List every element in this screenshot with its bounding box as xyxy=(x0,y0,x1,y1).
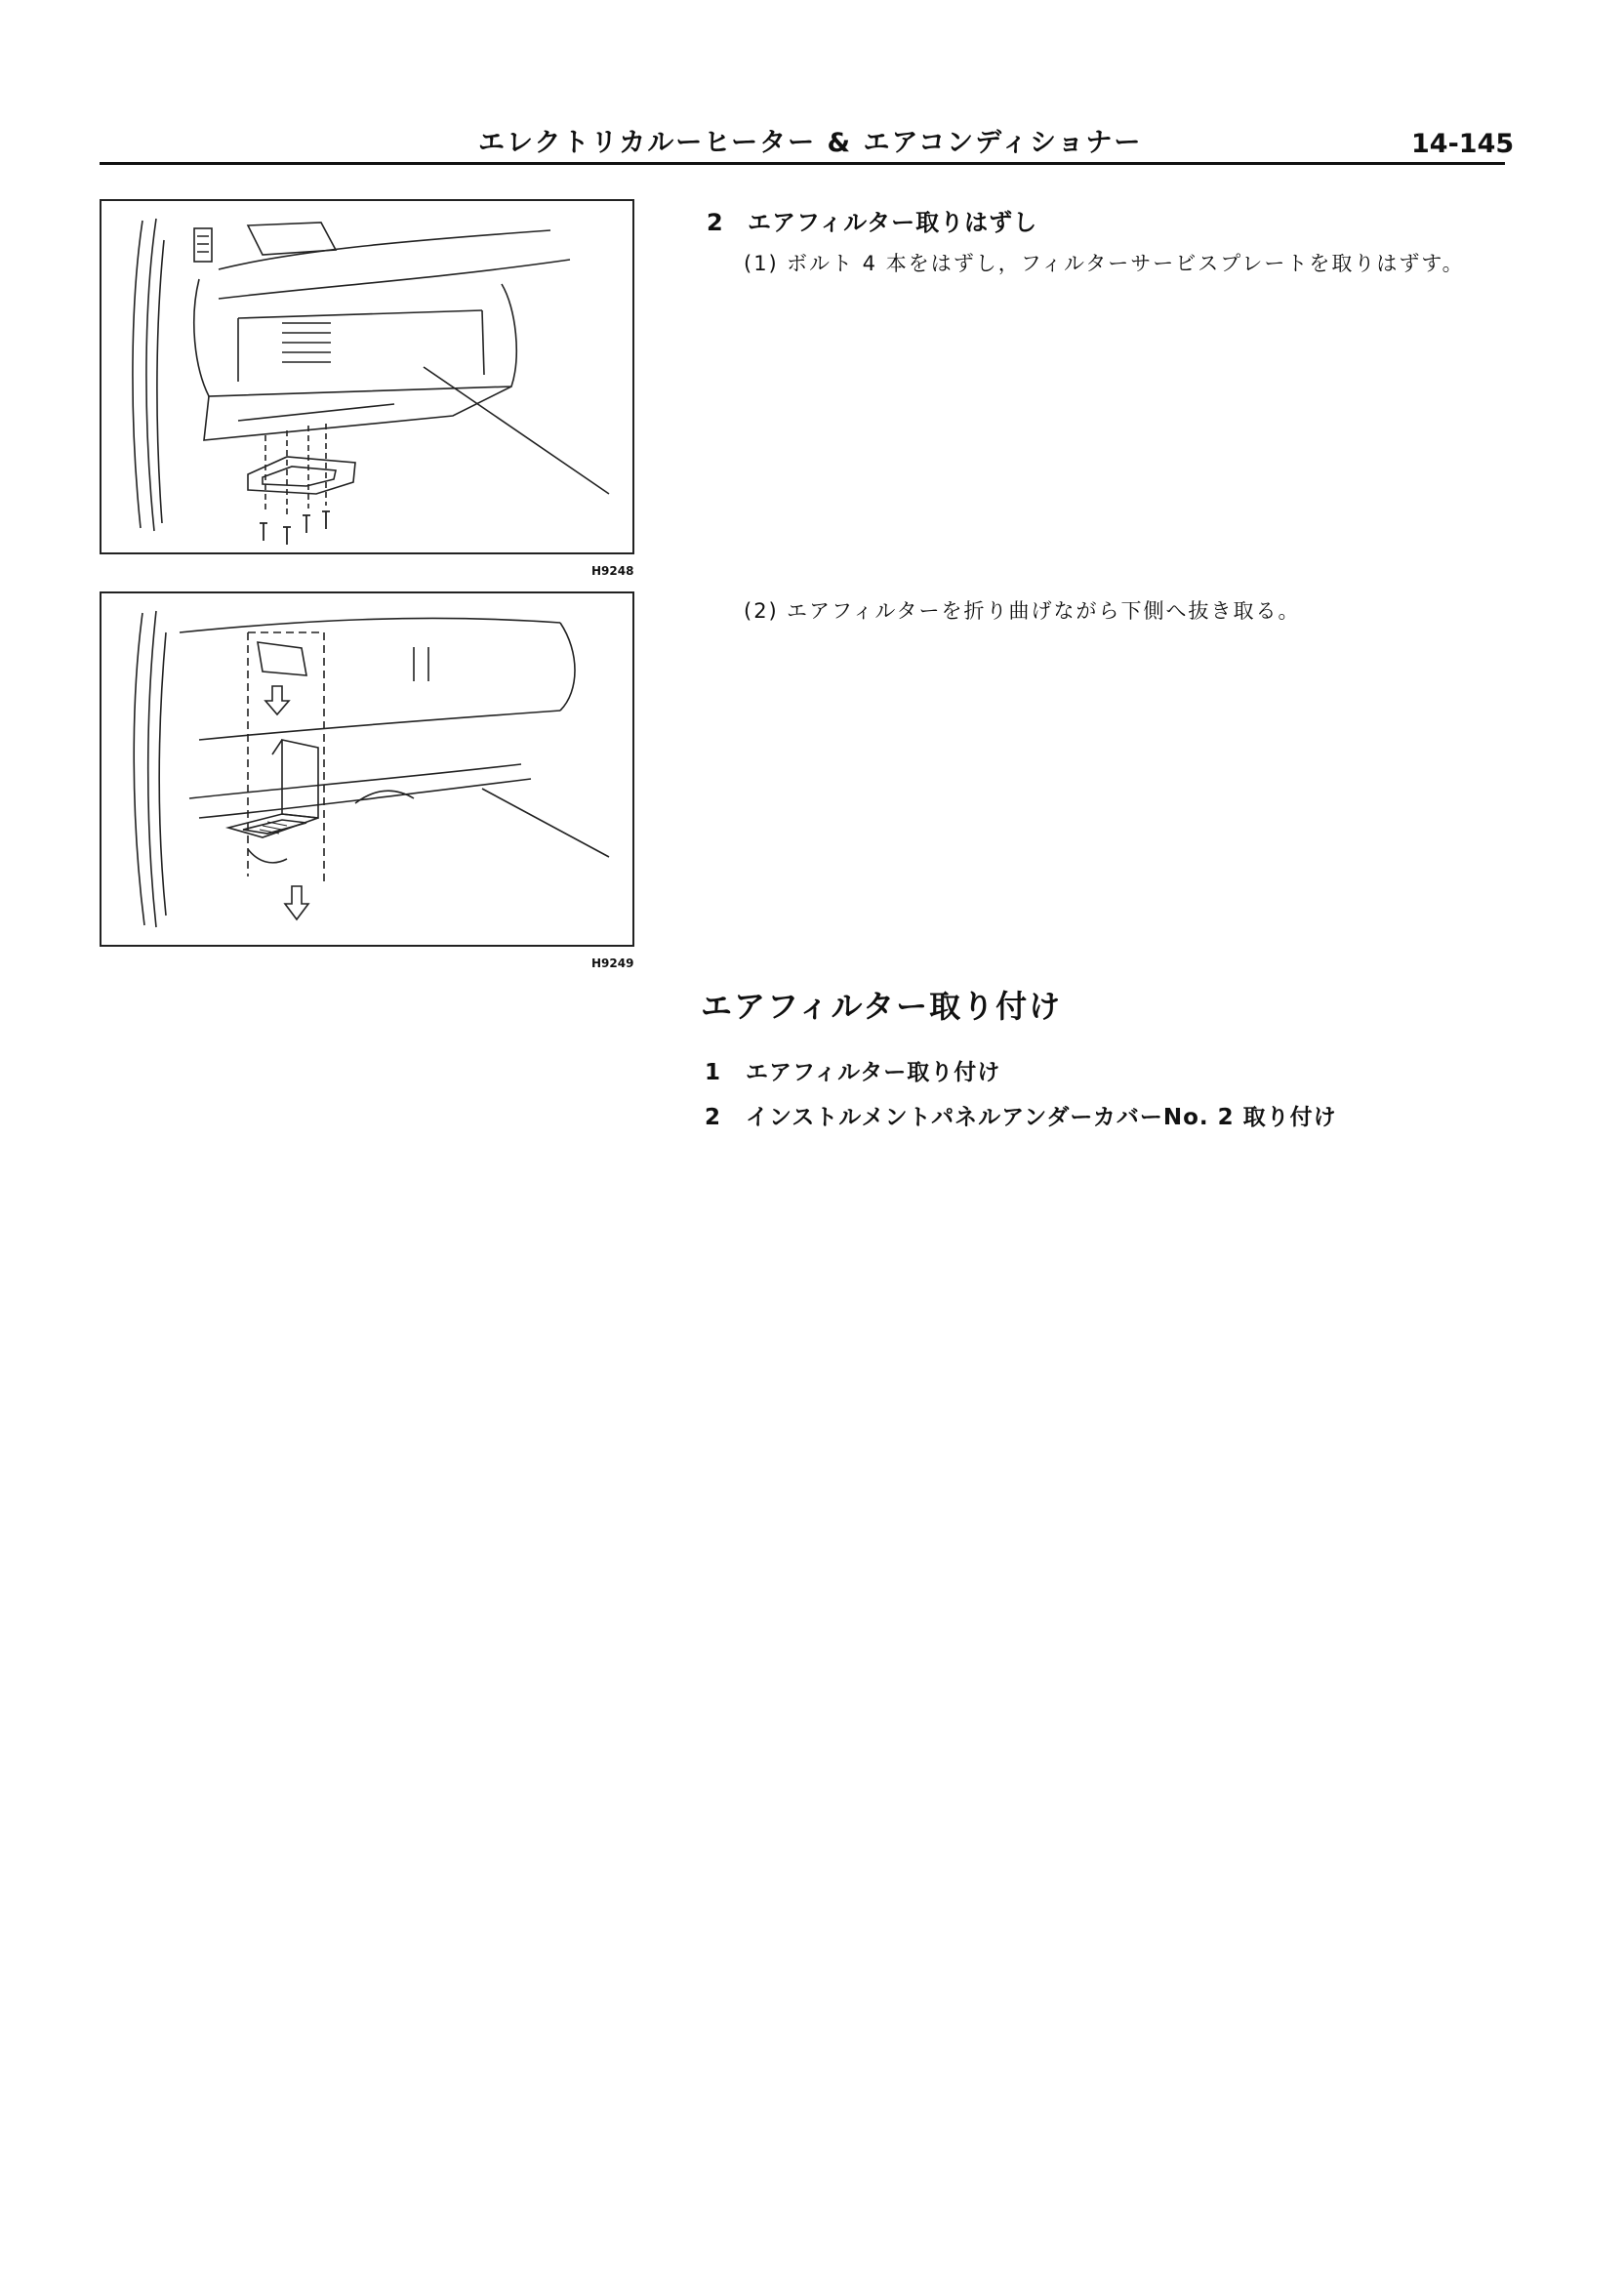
header-divider xyxy=(100,162,1505,165)
removal-step xyxy=(707,203,1037,237)
sub-step-text: エアフィルターを折り曲げながら下側へ抜き取る。 xyxy=(787,599,1301,623)
installation-step-2 xyxy=(705,1099,1337,1131)
sub-step-text: ボルト 4 本をはずし，フィルターサービスプレートを取りはずす。 xyxy=(787,252,1465,275)
step-title: エアフィルター取りはずし xyxy=(748,209,1038,236)
step-text: エアフィルター取り付け xyxy=(746,1060,1001,1085)
installation-heading: エアフィルター取り付け xyxy=(701,988,1063,1025)
sub-step-1 xyxy=(744,244,1515,283)
step-number: 2 xyxy=(707,209,724,236)
sub-step-number: (1) xyxy=(744,252,779,275)
sub-step-2 xyxy=(744,591,1515,631)
figure-filter-service-plate xyxy=(100,199,634,554)
filter-pullout-illustration xyxy=(102,593,632,945)
page-number: 14-145 xyxy=(1411,129,1515,159)
figure-air-filter-removal xyxy=(100,591,634,947)
step-number: 2 xyxy=(705,1105,722,1130)
installation-step-1 xyxy=(705,1054,1000,1086)
figure-code: H9248 xyxy=(591,564,634,578)
step-text: インストルメントパネルアンダーカバーNo. 2 取り付け xyxy=(746,1105,1337,1130)
step-number: 1 xyxy=(705,1060,722,1085)
page-header-title: エレクトリカルーヒーター & エアコンディショナー xyxy=(478,128,1143,158)
glovebox-bolts-illustration xyxy=(102,201,632,552)
figure-code: H9249 xyxy=(591,957,634,970)
sub-step-number: (2) xyxy=(744,599,779,623)
